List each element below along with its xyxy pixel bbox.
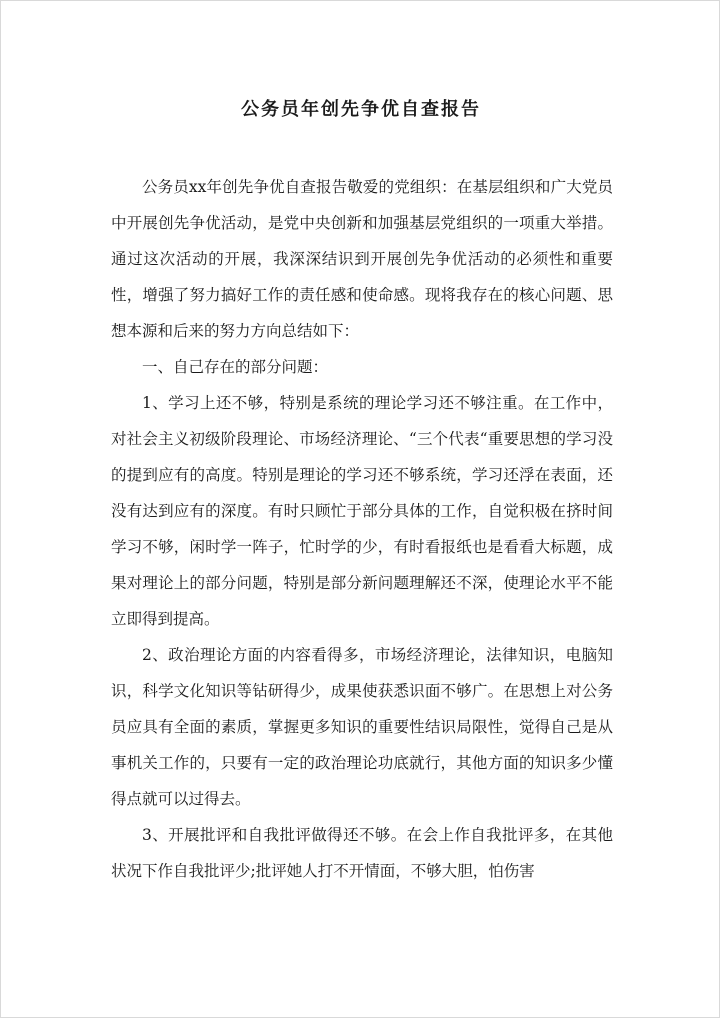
- paragraph-item-1: 1、学习上还不够，特别是系统的理论学习还不够注重。在工作中，对社会主义初级阶段理论、市场经济理论、“三个代表“重要思想的学习没的提到应有的高度。特别是理论的学习还不够系统，学习还浮在表面，还没有达到应有的深度。有时只顾忙于部分具体的工作，自觉积极在挤时间学习不够，闲时学一阵子，忙时学的少，有时看报纸也是看看大标题，成果对理论上的部分问题，特别是部分新问题理解还不深，使理论水平不能立即得到提高。: [111, 394, 613, 628]
- paragraph-item-3: 3、开展批评和自我批评做得还不够。在会上作自我批评多，在其他状况下作自我批评少;批评她人打不开情面，不够大胆，怕伤害: [111, 826, 613, 880]
- section-heading: 一、自己存在的部分问题：: [142, 358, 329, 376]
- paragraph-item-2: 2、政治理论方面的内容看得多，市场经济理论，法律知识，电脑知识，科学文化知识等钻研得少，成果使获悉识面不够广。在思想上对公务员应具有全面的素质，掌握更多知识的重要性结识局限性，觉得自己是从事机关工作的，只要有一定的政治理论功底就行，其他方面的知识多少懂得点就可以过得去。: [111, 646, 613, 808]
- paragraph-intro: 公务员xx年创先争优自查报告敬爱的党组织：在基层组织和广大党员中开展创先争优活动，是党中央创新和加强基层党组织的一项重大举措。通过这次活动的开展，我深深结识到开展创先争优活动的必须性和重要性，增强了努力搞好工作的责任感和使命感。现将我存在的核心问题、思想本源和后来的努力方向总结如下：: [111, 178, 613, 340]
- document-title: 公务员年创先争优自查报告: [241, 99, 481, 120]
- document-body: [111, 169, 613, 889]
